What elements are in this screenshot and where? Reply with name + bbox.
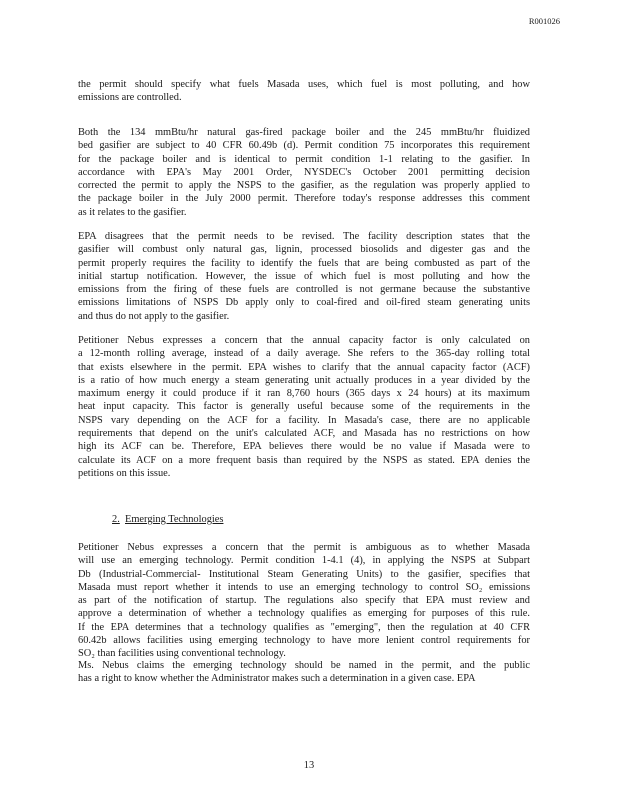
text-line: corrected the permit to apply the NSPS to the gasifier, as the regulation was properly applied to bbox=[78, 180, 530, 192]
text-line: Petitioner Nebus expresses a concern that the permit is ambiguous as to whether Masada bbox=[78, 542, 530, 553]
text-line: a 12-month rolling average, instead of a daily average. She refers to the 365-day rolling total bbox=[78, 348, 530, 360]
text-line: heat input capacity. This factor is generally useful because some of the requirements in the bbox=[78, 401, 530, 413]
text-line: permit properly requires the facility to identify the fuels that are being combusted as part of the bbox=[78, 257, 530, 269]
text-line: as part of the notification of startup. The regulations also specify that EPA must review and bbox=[78, 595, 530, 607]
text-line: requirements that depend on the unit's calculated ACF, and Masada has no restrictions on how bbox=[78, 428, 530, 440]
text-line: petitions on this issue. bbox=[78, 467, 171, 479]
text-line: EPA disagrees that the permit needs to be revised. The facility description states that the bbox=[78, 231, 530, 242]
section-heading bbox=[112, 513, 223, 526]
text-line: Ms. Nebus claims the emerging technology should be named in the permit, and the public bbox=[78, 660, 530, 671]
text-line: Both the 134 mmBtu/hr natural gas-fired package boiler and the 245 mmBtu/hr fluidized bbox=[78, 127, 530, 138]
text-line: SO₂ than facilities using conventional technology. bbox=[78, 648, 286, 660]
text-line: high its ACF can be. Therefore, EPA believes there would be no value if Masada were to bbox=[78, 441, 530, 453]
text-line: 60.42b allows facilities using emerging technology to have more lenient control requirements for bbox=[78, 635, 530, 647]
text-line: gasifier will combust only natural gas, lignin, processed biosolids and digester gas and the bbox=[78, 244, 530, 256]
text-line: emissions from the firing of these fuels are controlled is not germane because the substantive bbox=[78, 284, 530, 296]
para-boilers bbox=[78, 126, 530, 219]
text-line: Db (Industrial-Commercial- Institutional Steam Generating Units) to the gasifier, specifies that bbox=[78, 568, 530, 580]
text-line: the package boiler in the July 2000 permit. Therefore today's response addresses this comment bbox=[78, 193, 530, 205]
text-line: for the package boiler and is identical to permit condition 1-1 relating to the gasifier. In bbox=[78, 153, 530, 165]
text-line: maximum energy it could produce if it ran 8,760 hours (365 days x 24 hours) at its maximum bbox=[78, 388, 530, 400]
text-line: accordance with EPA's May 2001 Order, NYSDEC's October 2001 permitting decision bbox=[78, 166, 530, 178]
text-line: and thus do not apply to the gasifier. bbox=[78, 310, 230, 322]
text-line: emissions limitations of NSPS Db apply only to coal-fired and oil-fired steam generating units bbox=[78, 297, 530, 309]
text-line: Petitioner Nebus expresses a concern that the annual capacity factor is only calculated on bbox=[78, 335, 530, 346]
text-line: NSPS vary depending on the ACF for a facility. In Masada's case, there are no applicable bbox=[78, 414, 530, 426]
page-number: 13 bbox=[303, 760, 315, 771]
text-line: emissions are controlled. bbox=[78, 92, 182, 104]
text-line: initial startup notification. However, the issue of which fuel is most polluting and how the bbox=[78, 270, 530, 282]
text-line: If the EPA determines that a technology qualifies as "emerging", then the regulation at 40 CFR bbox=[78, 621, 530, 633]
text-line: has a right to know whether the Administrator makes such a determination in a given case. EPA bbox=[78, 673, 476, 685]
para-public-right bbox=[78, 659, 530, 686]
para-emerging-tech bbox=[78, 541, 530, 661]
para-epa-agrees bbox=[78, 230, 530, 323]
section-heading-title: Emerging Technologies bbox=[125, 514, 224, 525]
section-heading-number: 2. bbox=[112, 514, 120, 525]
page-id: R001026 bbox=[528, 16, 560, 26]
text-line: the permit should specify what fuels Masada uses, which fuel is most polluting, and how bbox=[78, 79, 530, 90]
para-intro-continuation bbox=[78, 78, 530, 105]
text-line: is a ratio of how much energy a steam generating unit actually produces in a year divided by the bbox=[78, 374, 530, 386]
text-line: approve a determination of whether a technology qualifies as emerging for purposes of this rule. bbox=[78, 608, 530, 620]
text-line: as it relates to the gasifier. bbox=[78, 206, 187, 218]
text-line: bed gasifier are subject to 40 CFR 60.49b (d). Permit condition 75 incorporates this requirement bbox=[78, 140, 530, 152]
text-line: that exists elsewhere in the permit. EPA wishes to clarify that the annual capacity factor (ACF) bbox=[78, 361, 530, 373]
text-line: calculate its ACF on a more frequent basis than required by the NSPS as stated. EPA denies the bbox=[78, 454, 530, 466]
text-line: Masada must report whether it intends to use an emerging technology to control SO₂ emissions bbox=[78, 581, 530, 593]
text-line: will use an emerging technology. Permit condition 1-4.1 (4), in applying the NSPS at Subpart bbox=[78, 555, 530, 567]
para-capacity-factor bbox=[78, 334, 530, 480]
